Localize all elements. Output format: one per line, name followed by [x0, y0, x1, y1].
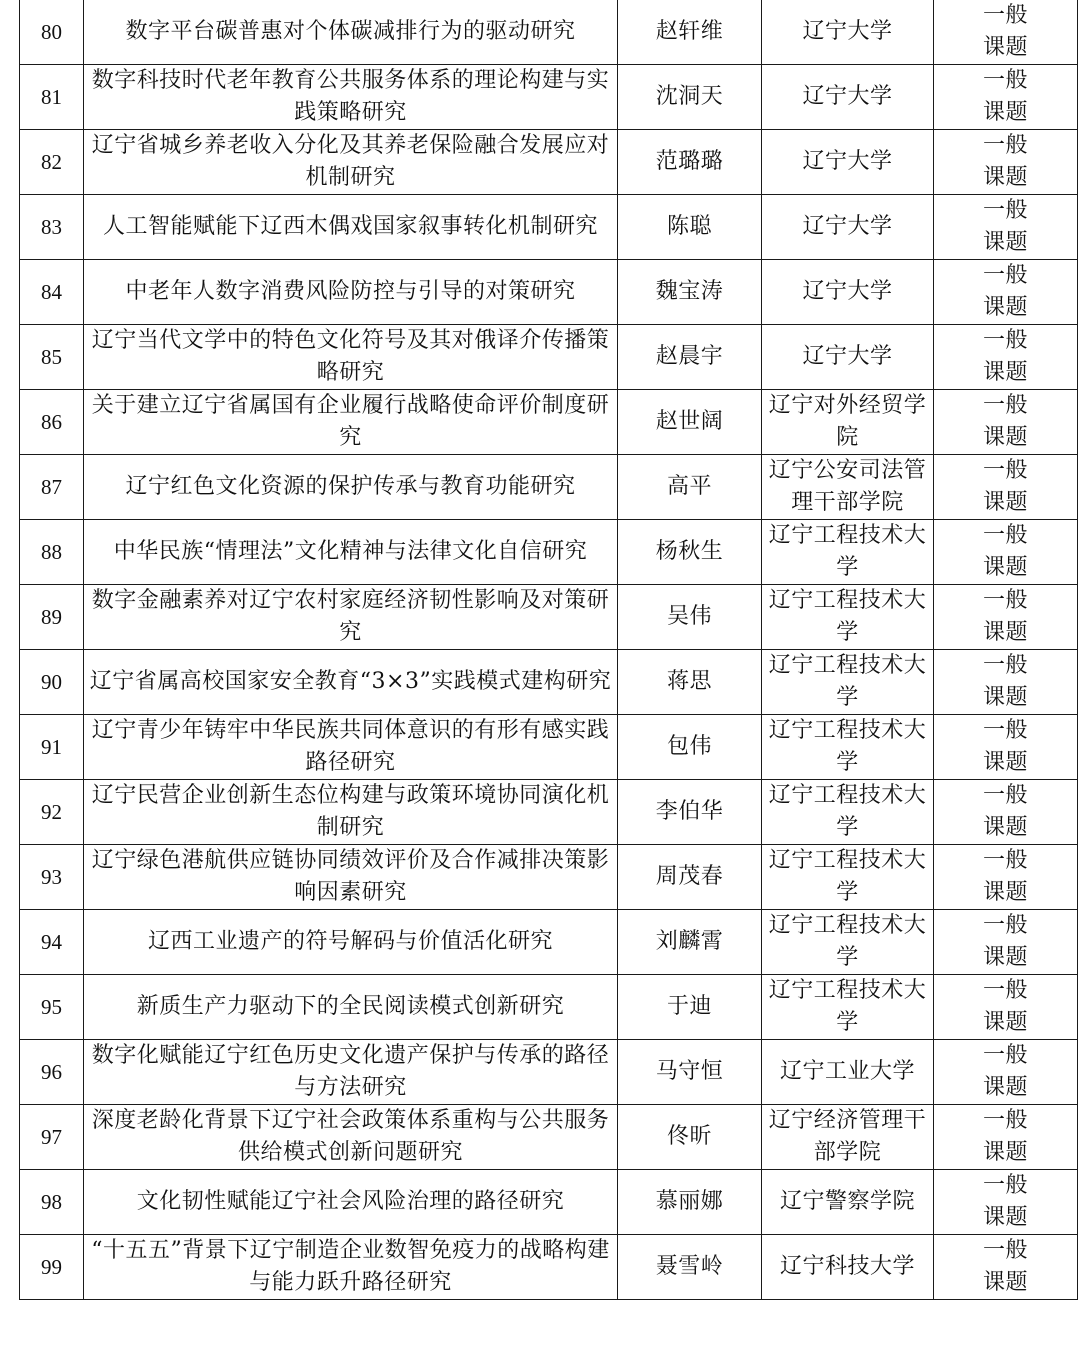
principal-investigator: 慕丽娜	[618, 1170, 762, 1235]
row-number: 98	[20, 1170, 84, 1235]
table-row	[20, 1040, 1078, 1105]
row-number: 85	[20, 325, 84, 390]
table-row	[20, 975, 1078, 1040]
principal-investigator: 赵世阔	[618, 390, 762, 455]
row-number: 82	[20, 130, 84, 195]
row-number: 94	[20, 910, 84, 975]
institution: 辽宁工程技术大学	[762, 520, 934, 585]
project-title: 文化韧性赋能辽宁社会风险治理的路径研究	[84, 1170, 618, 1235]
row-number: 87	[20, 455, 84, 520]
institution: 辽宁大学	[762, 0, 934, 65]
project-title: 辽宁红色文化资源的保护传承与教育功能研究	[84, 455, 618, 520]
project-category: 一般课题	[934, 0, 1078, 65]
table-row	[20, 1170, 1078, 1235]
table-row	[20, 455, 1078, 520]
project-category: 一般课题	[934, 325, 1078, 390]
project-category: 一般课题	[934, 650, 1078, 715]
row-number: 91	[20, 715, 84, 780]
row-number: 81	[20, 65, 84, 130]
institution: 辽宁大学	[762, 325, 934, 390]
project-table	[19, 0, 1078, 1300]
principal-investigator: 高平	[618, 455, 762, 520]
row-number: 90	[20, 650, 84, 715]
project-category: 一般课题	[934, 65, 1078, 130]
table-row	[20, 65, 1078, 130]
project-category: 一般课题	[934, 910, 1078, 975]
project-title: 中华民族“情理法”文化精神与法律文化自信研究	[84, 520, 618, 585]
project-category: 一般课题	[934, 585, 1078, 650]
principal-investigator: 赵轩维	[618, 0, 762, 65]
project-category: 一般课题	[934, 455, 1078, 520]
institution: 辽宁大学	[762, 260, 934, 325]
row-number: 80	[20, 0, 84, 65]
project-title: 关于建立辽宁省属国有企业履行战略使命评价制度研究	[84, 390, 618, 455]
row-number: 92	[20, 780, 84, 845]
project-title: 辽西工业遗产的符号解码与价值活化研究	[84, 910, 618, 975]
project-title: 数字平台碳普惠对个体碳减排行为的驱动研究	[84, 0, 618, 65]
table-body	[20, 0, 1078, 1300]
project-title: 中老年人数字消费风险防控与引导的对策研究	[84, 260, 618, 325]
project-category: 一般课题	[934, 1170, 1078, 1235]
institution: 辽宁对外经贸学院	[762, 390, 934, 455]
project-title: 数字化赋能辽宁红色历史文化遗产保护与传承的路径与方法研究	[84, 1040, 618, 1105]
table-row	[20, 1235, 1078, 1300]
row-number: 93	[20, 845, 84, 910]
table-row	[20, 520, 1078, 585]
row-number: 86	[20, 390, 84, 455]
row-number: 99	[20, 1235, 84, 1300]
principal-investigator: 聂雪岭	[618, 1235, 762, 1300]
principal-investigator: 佟昕	[618, 1105, 762, 1170]
project-category: 一般课题	[934, 520, 1078, 585]
project-title: 数字科技时代老年教育公共服务体系的理论构建与实践策略研究	[84, 65, 618, 130]
institution: 辽宁大学	[762, 65, 934, 130]
institution: 辽宁工程技术大学	[762, 975, 934, 1040]
institution: 辽宁工程技术大学	[762, 780, 934, 845]
table-row	[20, 260, 1078, 325]
project-title: “十五五”背景下辽宁制造企业数智免疫力的战略构建与能力跃升路径研究	[84, 1235, 618, 1300]
institution: 辽宁工业大学	[762, 1040, 934, 1105]
institution: 辽宁工程技术大学	[762, 910, 934, 975]
row-number: 88	[20, 520, 84, 585]
row-number: 96	[20, 1040, 84, 1105]
row-number: 95	[20, 975, 84, 1040]
project-title: 辽宁绿色港航供应链协同绩效评价及合作减排决策影响因素研究	[84, 845, 618, 910]
project-title: 辽宁省属高校国家安全教育“3×3”实践模式建构研究	[84, 650, 618, 715]
table-row	[20, 650, 1078, 715]
institution: 辽宁工程技术大学	[762, 845, 934, 910]
project-title: 数字金融素养对辽宁农村家庭经济韧性影响及对策研究	[84, 585, 618, 650]
table-row	[20, 780, 1078, 845]
table-row	[20, 325, 1078, 390]
row-number: 83	[20, 195, 84, 260]
project-category: 一般课题	[934, 130, 1078, 195]
principal-investigator: 蒋思	[618, 650, 762, 715]
principal-investigator: 包伟	[618, 715, 762, 780]
table-row	[20, 0, 1078, 65]
institution: 辽宁工程技术大学	[762, 650, 934, 715]
project-category: 一般课题	[934, 780, 1078, 845]
project-title: 辽宁青少年铸牢中华民族共同体意识的有形有感实践路径研究	[84, 715, 618, 780]
principal-investigator: 杨秋生	[618, 520, 762, 585]
table-row	[20, 1105, 1078, 1170]
principal-investigator: 吴伟	[618, 585, 762, 650]
project-category: 一般课题	[934, 1235, 1078, 1300]
table-row	[20, 715, 1078, 780]
principal-investigator: 于迪	[618, 975, 762, 1040]
project-category: 一般课题	[934, 1040, 1078, 1105]
project-category: 一般课题	[934, 845, 1078, 910]
principal-investigator: 马守恒	[618, 1040, 762, 1105]
project-category: 一般课题	[934, 390, 1078, 455]
table-row	[20, 845, 1078, 910]
table-row	[20, 195, 1078, 260]
table-row	[20, 130, 1078, 195]
principal-investigator: 刘麟霄	[618, 910, 762, 975]
principal-investigator: 李伯华	[618, 780, 762, 845]
row-number: 84	[20, 260, 84, 325]
institution: 辽宁大学	[762, 130, 934, 195]
institution: 辽宁经济管理干部学院	[762, 1105, 934, 1170]
project-title: 深度老龄化背景下辽宁社会政策体系重构与公共服务供给模式创新问题研究	[84, 1105, 618, 1170]
project-category: 一般课题	[934, 975, 1078, 1040]
row-number: 89	[20, 585, 84, 650]
institution: 辽宁公安司法管理干部学院	[762, 455, 934, 520]
institution: 辽宁大学	[762, 195, 934, 260]
project-category: 一般课题	[934, 195, 1078, 260]
table-row	[20, 390, 1078, 455]
project-title: 辽宁当代文学中的特色文化符号及其对俄译介传播策略研究	[84, 325, 618, 390]
table-row	[20, 910, 1078, 975]
project-title: 人工智能赋能下辽西木偶戏国家叙事转化机制研究	[84, 195, 618, 260]
project-category: 一般课题	[934, 715, 1078, 780]
principal-investigator: 赵晨宇	[618, 325, 762, 390]
principal-investigator: 范璐璐	[618, 130, 762, 195]
institution: 辽宁工程技术大学	[762, 715, 934, 780]
project-category: 一般课题	[934, 1105, 1078, 1170]
project-title: 新质生产力驱动下的全民阅读模式创新研究	[84, 975, 618, 1040]
table-row	[20, 585, 1078, 650]
principal-investigator: 陈聪	[618, 195, 762, 260]
project-category: 一般课题	[934, 260, 1078, 325]
institution: 辽宁工程技术大学	[762, 585, 934, 650]
project-title: 辽宁省城乡养老收入分化及其养老保险融合发展应对机制研究	[84, 130, 618, 195]
institution: 辽宁科技大学	[762, 1235, 934, 1300]
principal-investigator: 周茂春	[618, 845, 762, 910]
principal-investigator: 魏宝涛	[618, 260, 762, 325]
row-number: 97	[20, 1105, 84, 1170]
principal-investigator: 沈洞天	[618, 65, 762, 130]
institution: 辽宁警察学院	[762, 1170, 934, 1235]
project-table-container	[19, 0, 1080, 1346]
project-title: 辽宁民营企业创新生态位构建与政策环境协同演化机制研究	[84, 780, 618, 845]
